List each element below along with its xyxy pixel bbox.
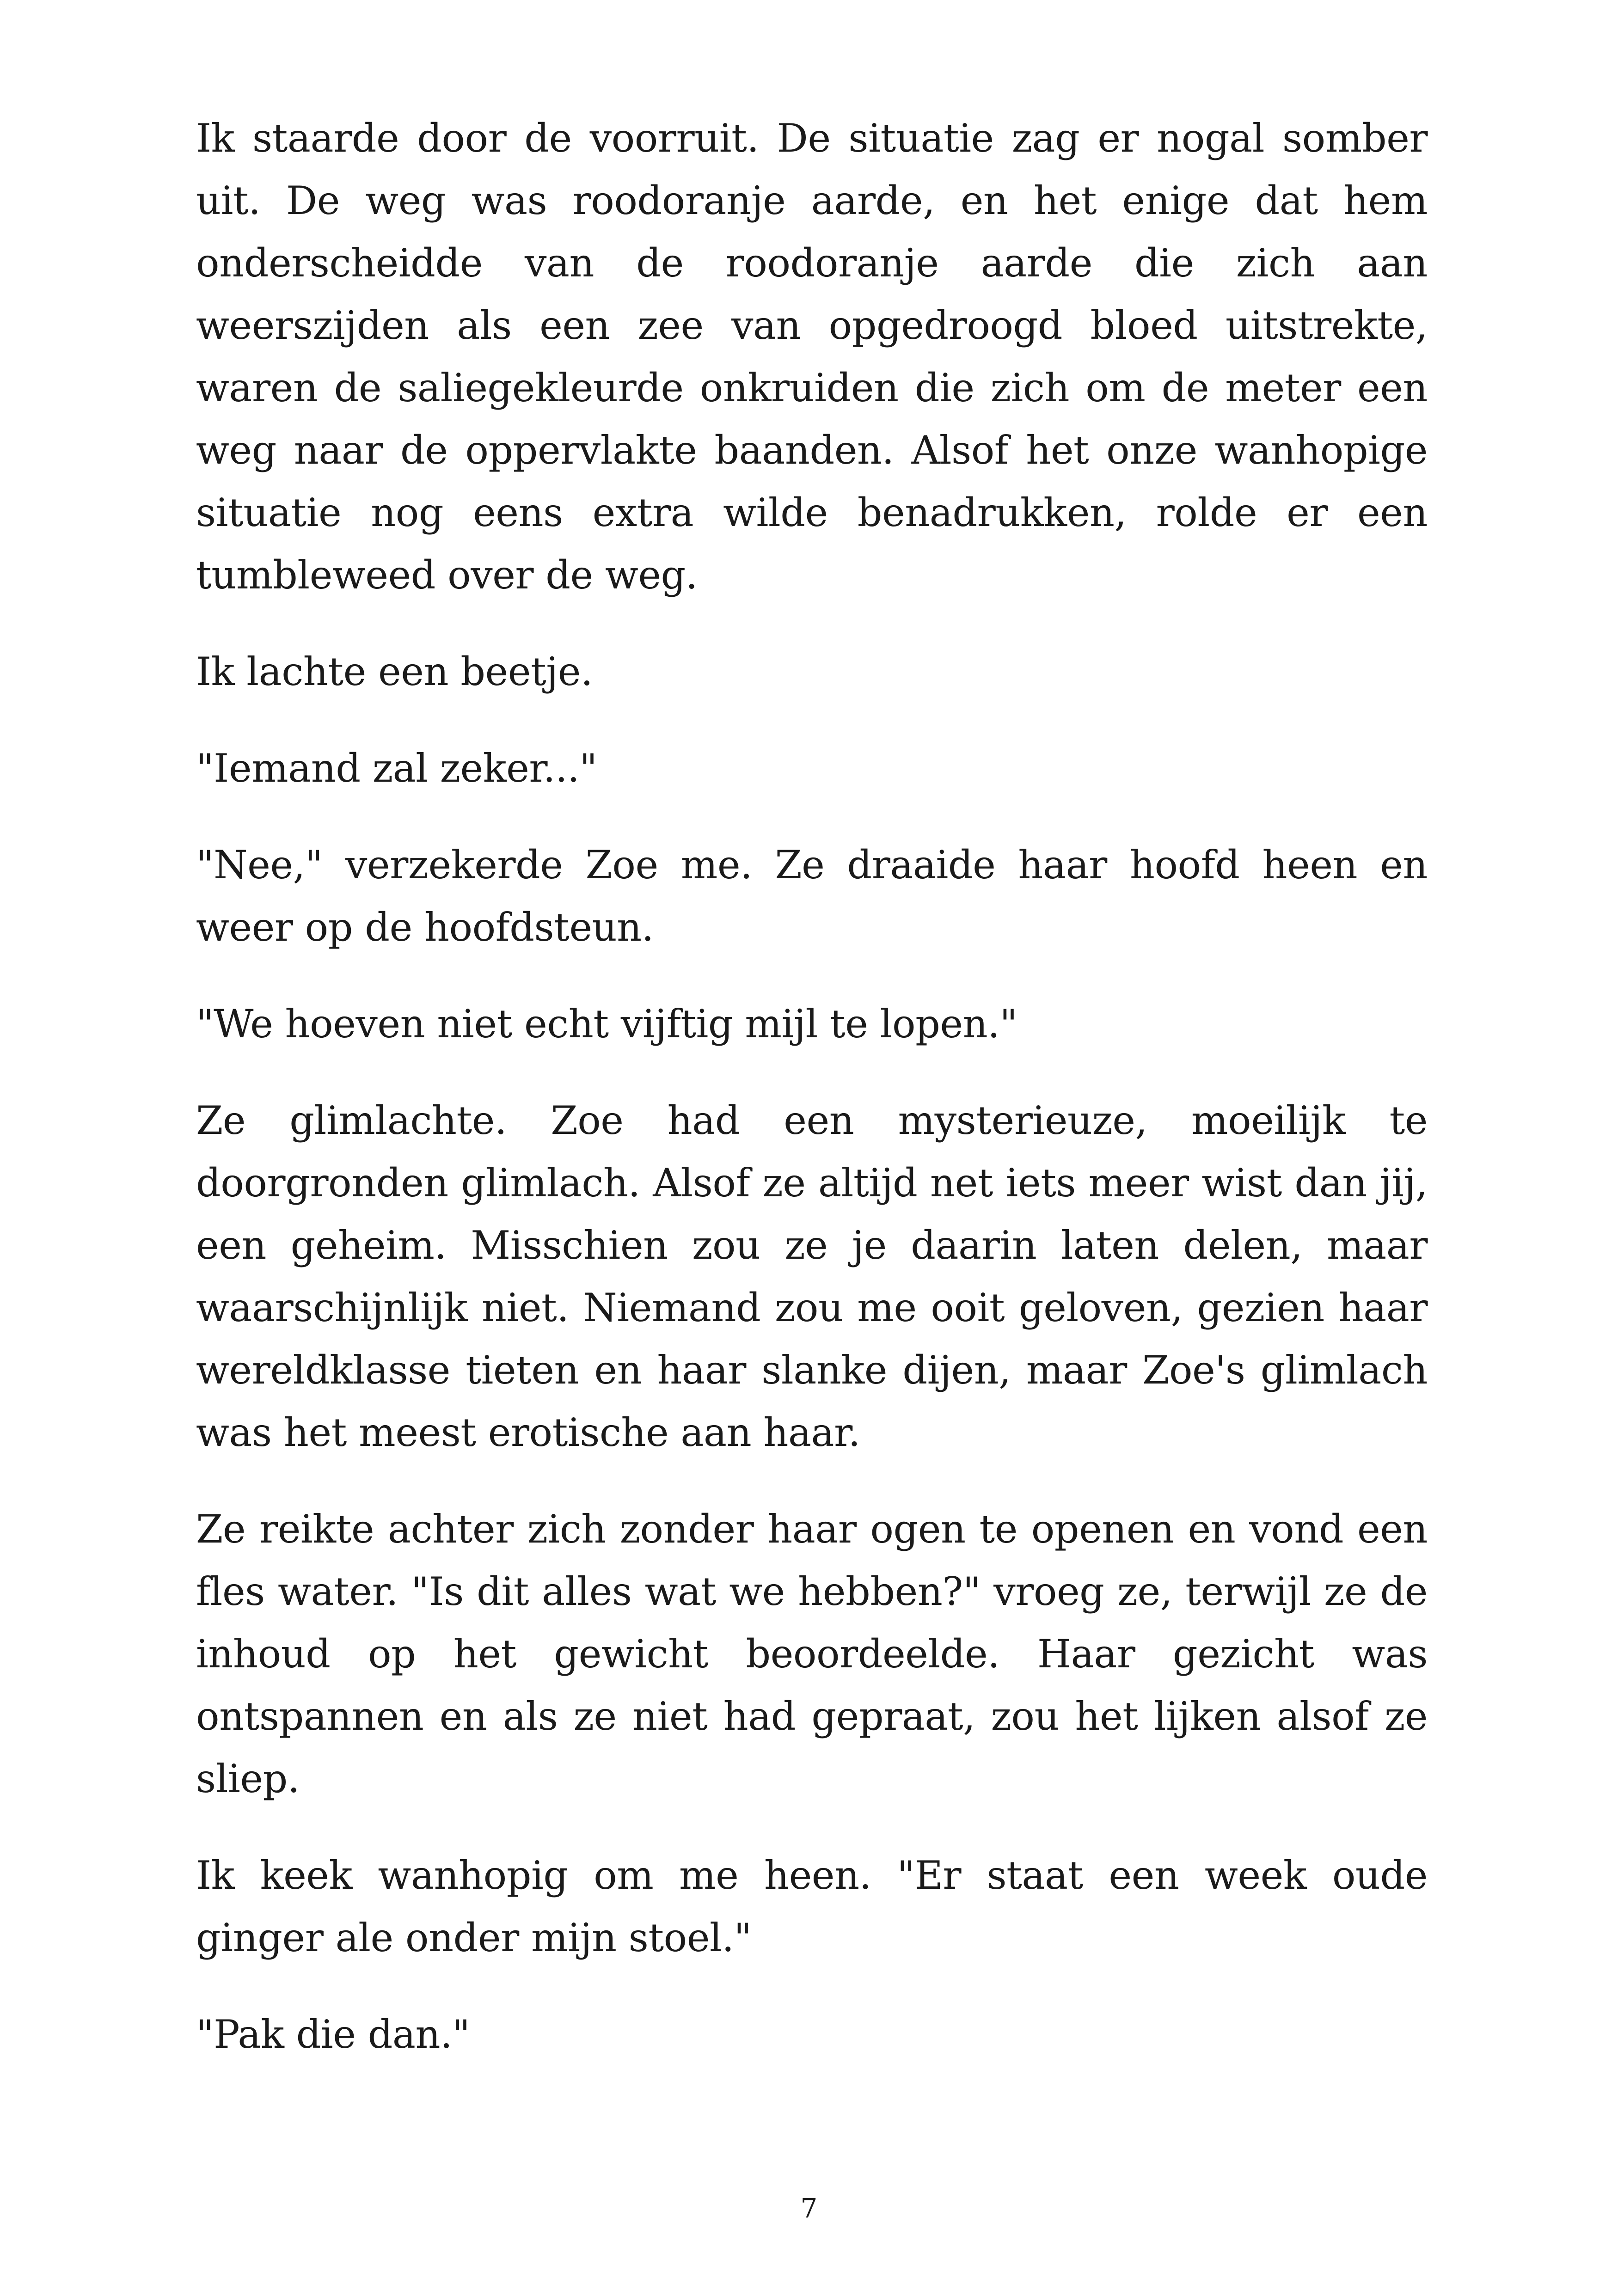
paragraph-6: Ze glimlachte. Zoe had een mysterieuze, moeilijk te doorgronden glimlach. Alsof ze altijd net iets meer wist dan jij, een geheim. Misschien zou ze je daarin laten delen, maar waarschijnlijk niet. Niemand zou me ooit geloven, gezien haar wereldklasse tieten en haar slanke dijen, maar Zoe's glimlach was het meest erotische aan haar. [196,1098,1428,1455]
paragraph-8: Ik keek wanhopig om me heen. "Er staat een week oude ginger ale onder mijn stoel." [196,1853,1428,1960]
paragraph-2: Ik lachte een beetje. [196,649,593,694]
page-number: 7 [800,2192,818,2224]
paragraph-4: "Nee," verzekerde Zoe me. Ze draaide haar hoofd heen en weer op de hoofdsteun. [196,842,1428,950]
paragraph-9: "Pak die dan." [196,2012,470,2057]
paragraph-5: "We hoeven niet echt vijftig mijl te lopen." [196,1001,1017,1047]
page-body [196,107,1428,2100]
paragraph-1: Ik staarde door de voorruit. De situatie zag er nogal somber uit. De weg was roodoranje aarde, en het enige dat hem onderscheidde van de roodoranje aarde die zich aan weerszijden als een zee van opgedroogd bloed uitstrekte, waren de saliegekleurde onkruiden die zich om de meter een weg naar de oppervlakte baanden. Alsof het onze wanhopige situatie nog eens extra wilde benadrukken, rolde er een tumbleweed over de weg. [196,116,1428,598]
paragraph-7: Ze reikte achter zich zonder haar ogen te openen en vond een fles water. "Is dit alles wat we hebben?" vroeg ze, terwijl ze de inhoud op het gewicht beoordeelde. Haar gezicht was ontspannen en als ze niet had gepraat, zou het lijken alsof ze sliep. [196,1506,1428,1801]
paragraph-3: "Iemand zal zeker..." [196,746,597,791]
